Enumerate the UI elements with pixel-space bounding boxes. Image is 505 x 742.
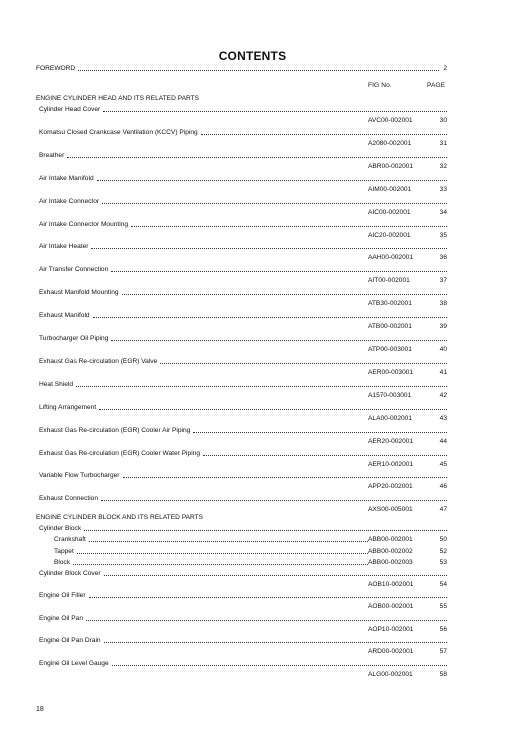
toc-entry-ref: [0, 253, 505, 263]
toc-entry: [0, 494, 505, 504]
toc-entry-label: Cylinder Block: [39, 525, 82, 532]
toc-entry: [0, 288, 505, 298]
page-number-ref: 43: [439, 414, 447, 422]
page-column-header: PAGE: [427, 82, 446, 89]
toc-entry-label: Komatsu Closed Crankcase Ventilation (KCCV) Piping: [39, 128, 198, 136]
foreword-row-page: 2: [443, 65, 447, 72]
dot-leader: [112, 665, 447, 666]
dot-leader: [91, 248, 447, 249]
toc-entry-label: Air Intake Heater: [39, 243, 89, 251]
dot-leader: [76, 386, 447, 387]
dot-leader: [104, 575, 447, 576]
fig-number: AER20-002001: [368, 437, 414, 445]
toc-entry-label: Air Transfer Connection: [39, 266, 109, 274]
toc-entry-label: Engine Oil Pan Drain: [39, 637, 101, 645]
fig-number: ARD00-002001: [368, 648, 414, 656]
fig-number: AXS00-005001: [368, 506, 413, 514]
page-number-ref: 45: [439, 460, 447, 468]
toc-entry-ref: [0, 368, 505, 378]
toc-entry: [0, 128, 505, 138]
toc-entry: [0, 471, 505, 481]
dot-leader: [73, 564, 368, 565]
toc-entry: [0, 151, 505, 161]
toc-entry-label: Engine Oil Filler: [39, 592, 86, 600]
fig-number: ATB00-002001: [368, 323, 412, 331]
fig-number: AAH00-002001: [368, 254, 414, 262]
page-number-ref: 33: [439, 185, 447, 193]
toc-subentry: [0, 535, 505, 545]
fig-number: AIM00-002001: [368, 185, 412, 193]
dot-leader: [123, 477, 447, 478]
toc-entry-label: Breather: [39, 151, 65, 159]
fig-number: ABR00-002001: [368, 162, 414, 170]
dot-leader: [78, 70, 439, 71]
toc-entry: [0, 105, 505, 115]
toc-entry-label: Lifting Arrangement: [39, 403, 97, 411]
dot-leader: [77, 553, 368, 554]
fig-number: ALA00-002001: [368, 414, 412, 422]
dot-leader: [201, 134, 447, 135]
toc-entry: [0, 449, 505, 459]
toc-entry-label: Cylinder Block Cover: [39, 570, 101, 577]
page-number-ref: 52: [439, 547, 447, 555]
toc-entry: [0, 380, 505, 390]
page-number-ref: 39: [439, 323, 447, 331]
fig-number: A1570-003001: [368, 391, 412, 399]
toc-entry: [0, 524, 505, 534]
toc-entry-ref: [0, 580, 505, 590]
toc-entry-ref: [0, 185, 505, 195]
fig-number: ABB00-002002: [368, 547, 413, 555]
fig-number: ATP00-003001: [368, 346, 412, 353]
page-number-ref: 31: [439, 139, 447, 147]
dot-leader: [86, 620, 447, 621]
fig-number: A2080-002001: [368, 139, 412, 147]
toc-entry-label: Engine Oil Pan: [39, 614, 83, 622]
fig-number: ABB00-002001: [368, 536, 413, 543]
dot-leader: [97, 180, 447, 181]
foreword-row-label: FOREWORD: [36, 65, 76, 72]
dot-leader: [89, 597, 447, 598]
toc-entry-label: Variable Flow Turbocharger: [39, 472, 120, 480]
toc-entry: [0, 311, 505, 321]
fig-number: AIT00-002001: [368, 277, 410, 285]
toc-entry: [0, 569, 505, 579]
toc-entry-label: Air Intake Manifold: [39, 174, 94, 182]
page-number-ref: 44: [439, 437, 447, 445]
dot-leader: [111, 271, 447, 272]
fig-number: AVC00-002001: [368, 117, 413, 124]
section-heading: [0, 513, 505, 523]
toc-entry-label: Exhaust Gas Re-circulation (EGR) Cooler Water Piping: [39, 449, 200, 457]
page-title: CONTENTS: [218, 49, 287, 63]
dot-leader: [67, 157, 447, 158]
toc-entry: [0, 334, 505, 344]
page-number-ref: 35: [439, 231, 447, 239]
toc-entry: [0, 357, 505, 367]
page-number-ref: 38: [439, 300, 447, 308]
toc-entry-ref: [0, 625, 505, 635]
page-number-ref: 58: [439, 670, 447, 678]
dot-leader: [203, 455, 447, 456]
dot-leader: [193, 432, 447, 433]
fig-number: AER10-002001: [368, 460, 414, 468]
dot-leader: [101, 500, 447, 501]
toc-entry-ref: [0, 460, 505, 470]
toc-entry-ref: [0, 647, 505, 657]
toc-entry-ref: [0, 139, 505, 149]
page-number-ref: 37: [439, 277, 447, 285]
dot-leader: [99, 409, 447, 410]
toc-entry: [0, 197, 505, 207]
page-number-ref: 36: [439, 254, 447, 262]
toc-subentry-label: Block: [54, 559, 71, 566]
page-number-ref: 46: [439, 483, 447, 491]
page-number-ref: 40: [439, 346, 447, 353]
toc-entry-label: Air Intake Connector: [39, 197, 100, 205]
dot-leader: [111, 340, 447, 341]
toc-entry-ref: [0, 437, 505, 447]
fig-number: AIC00-002001: [368, 208, 411, 216]
toc-entry-label: Exhaust Connection: [39, 495, 99, 503]
page-number-ref: 53: [439, 559, 447, 566]
toc-entry-ref: [0, 482, 505, 492]
toc-entry-label: Heat Shield: [39, 380, 74, 388]
dot-leader: [84, 530, 447, 531]
page-number-ref: 41: [439, 368, 447, 376]
dot-leader: [160, 363, 447, 364]
toc-entry-label: Exhaust Gas Re-circulation (EGR) Cooler Air Piping: [39, 426, 191, 434]
fig-column-header: FIG No.: [368, 82, 392, 89]
page-number-ref: 32: [439, 162, 447, 170]
dot-leader: [103, 111, 447, 112]
toc-subentry-label: Tappet: [54, 547, 74, 555]
dot-leader: [93, 317, 447, 318]
toc-entry: [0, 659, 505, 669]
fig-number: ALG00-002001: [368, 670, 413, 678]
toc-entry-ref: [0, 670, 505, 680]
toc-subentry: [0, 547, 505, 557]
fig-number: AOP10-002001: [368, 625, 414, 633]
toc-entry-ref: [0, 162, 505, 172]
fig-number: ATB30-002001: [368, 300, 412, 308]
toc-entry-label: Exhaust Manifold: [39, 312, 90, 320]
fig-number: AER00-003001: [368, 368, 414, 376]
page-number-ref: 57: [439, 648, 447, 656]
toc-entry-ref: [0, 116, 505, 126]
toc-entry-ref: [0, 208, 505, 218]
toc-entry: [0, 220, 505, 230]
dot-leader: [102, 203, 447, 204]
toc-entry-label: Air Intake Connector Mounting: [39, 220, 129, 228]
dot-leader: [104, 642, 447, 643]
page-number-ref: 50: [439, 536, 447, 543]
page-number-ref: 42: [439, 391, 447, 399]
toc-entry-ref: [0, 322, 505, 332]
toc-entry: [0, 614, 505, 624]
section-heading-label: ENGINE CYLINDER BLOCK AND ITS RELATED PARTS: [36, 514, 204, 521]
toc-entry-label: Turbocharger Oil Piping: [39, 335, 109, 342]
fig-number: AIC20-002001: [368, 231, 411, 239]
section-heading-label: ENGINE CYLINDER HEAD AND ITS RELATED PARTS: [36, 95, 200, 102]
toc-entry: [0, 403, 505, 413]
page-number-ref: 56: [439, 625, 447, 633]
dot-leader: [89, 541, 368, 542]
fig-number: ABB00-002003: [368, 559, 413, 566]
page-number-ref: 54: [439, 581, 447, 588]
toc-subentry: [0, 558, 505, 568]
fig-number: AOB00-002001: [368, 603, 414, 611]
toc-entry: [0, 591, 505, 601]
toc-entry-ref: [0, 414, 505, 424]
toc-entry-label: Engine Oil Level Gauge: [39, 659, 109, 667]
toc-entry-ref: [0, 231, 505, 241]
toc-entry: [0, 265, 505, 275]
toc-entry-label: Exhaust Gas Re-circulation (EGR) Valve: [39, 357, 158, 365]
section-heading: [0, 94, 505, 104]
page-number-ref: 34: [439, 208, 447, 216]
page-number-ref: 47: [439, 506, 447, 514]
dot-leader: [122, 294, 447, 295]
toc-entry: [0, 242, 505, 252]
page-number-ref: 55: [439, 603, 447, 611]
fig-number: APP20-002001: [368, 483, 413, 491]
dot-leader: [131, 226, 447, 227]
toc-entry-ref: [0, 276, 505, 286]
toc-entry-ref: [0, 299, 505, 309]
toc-entry-ref: [0, 391, 505, 401]
toc-entry-ref: [0, 602, 505, 612]
toc-entry-ref: [0, 345, 505, 355]
fig-number: AOB10-002001: [368, 581, 414, 588]
toc-entry-label: Cylinder Head Cover: [39, 106, 101, 113]
toc-entry: [0, 426, 505, 436]
toc-entry-label: Exhaust Manifold Mounting: [39, 289, 119, 297]
toc-entry: [0, 636, 505, 646]
foreword-row: [0, 64, 505, 74]
page-number-ref: 30: [439, 117, 447, 124]
toc-entry: [0, 174, 505, 184]
toc-subentry-label: Crankshaft: [54, 536, 86, 543]
page-number: 18: [36, 706, 44, 713]
